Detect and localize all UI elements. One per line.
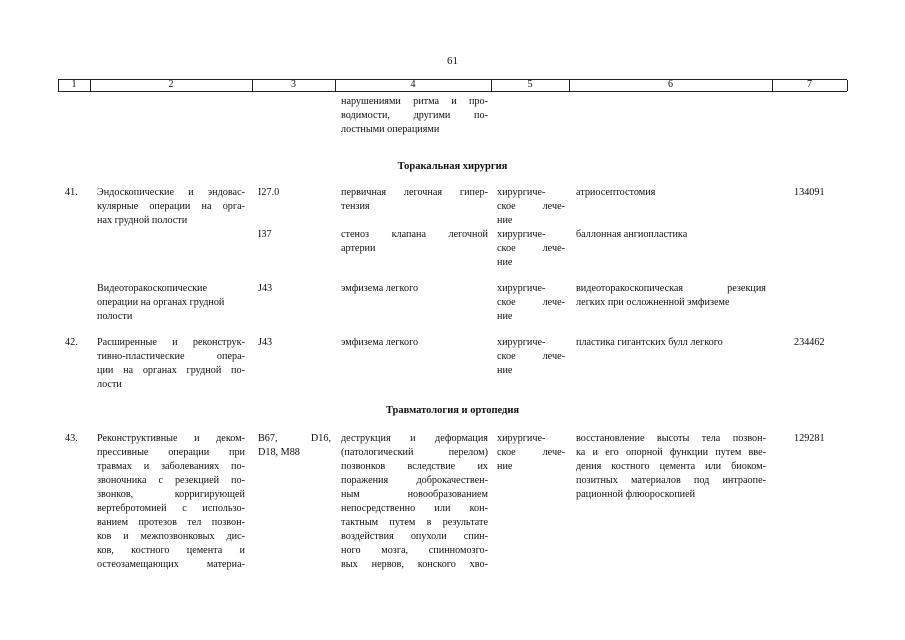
text-line: атриосептостомия <box>576 187 656 198</box>
row-number: 42. <box>65 337 78 348</box>
page-number: 61 <box>447 55 458 67</box>
header-col-4: 4 <box>410 79 416 90</box>
text-line: тактным путем в результате <box>341 517 488 528</box>
row-number: 41. <box>65 187 78 198</box>
text-line: ское лече- <box>497 351 565 362</box>
text-line: нарушениями ритма и про- <box>341 96 488 107</box>
text-line: звонков, корригирующей <box>97 489 245 500</box>
diagnosis-code: J43 <box>258 337 273 348</box>
header-col-5: 5 <box>527 79 533 90</box>
text-line: ние <box>497 215 513 226</box>
price-value: 234462 <box>794 337 825 348</box>
text-line: ков и межпозвонковых дис- <box>97 531 245 542</box>
text-line: лостными операциями <box>341 124 440 135</box>
text-line: пластика гигантских булл легкого <box>576 337 723 348</box>
diagnosis-code: B67, D16, <box>258 433 331 444</box>
text-line: ское лече- <box>497 297 565 308</box>
text-line: Видеоторакоскопические <box>97 283 208 294</box>
text-line: видеоторакоскопическая резекция <box>576 283 766 294</box>
text-line: поражения доброкачествен- <box>341 475 488 486</box>
text-line: Расширенные и реконструк- <box>97 337 245 348</box>
text-line: баллонная ангиопластика <box>576 229 688 240</box>
text-line: непосредственно или кон- <box>341 503 488 514</box>
text-line: эмфизема легкого <box>341 283 419 294</box>
text-line: дения костного цемента или биоком- <box>576 461 766 472</box>
header-col-3: 3 <box>291 79 296 90</box>
text-line: полости <box>97 311 133 322</box>
text-line: ным новообразованием <box>341 489 488 500</box>
text-line: ванием протезов тел позвон- <box>97 517 245 528</box>
text-line: Эндоскопические и эндоваc- <box>97 187 245 198</box>
header-col-2: 2 <box>168 79 174 90</box>
text-line: вых нервов, конского хво- <box>341 559 488 570</box>
row-number: 43. <box>65 433 78 444</box>
text-line: деструкция и деформация <box>341 433 488 444</box>
text-line: прессивные операции при <box>97 447 245 458</box>
text-line: позвонков вследствие их <box>341 461 488 472</box>
header-divider <box>847 80 848 91</box>
diagnosis-code: D18, M88 <box>258 447 300 458</box>
text-line: водимости, другими по- <box>341 110 488 121</box>
header-col-7: 7 <box>807 79 812 90</box>
text-line: лости <box>97 379 122 390</box>
section-heading-trauma: Травматология и ортопедия <box>385 405 520 416</box>
section-heading-thoracic: Торакальная хирургия <box>397 161 508 172</box>
text-line: Реконструктивные и деком- <box>97 433 245 444</box>
diagnosis-code: J43 <box>258 283 273 294</box>
text-line: ское лече- <box>497 243 565 254</box>
text-line: легких при осложненной эмфиземе <box>576 297 730 308</box>
header-bottom-rule <box>58 91 847 92</box>
text-line: стеноз клапана легочной <box>341 229 488 240</box>
diagnosis-code: I27.0 <box>258 187 280 198</box>
text-line: хирургиче- <box>497 433 546 444</box>
text-line: вертебротомией с использо- <box>97 503 245 514</box>
text-line: ние <box>497 311 513 322</box>
price-value: 129281 <box>794 433 825 444</box>
text-line: ское лече- <box>497 447 565 458</box>
text-line: хирургиче- <box>497 337 546 348</box>
text-line: первичная легочная гипер- <box>341 187 488 198</box>
text-line: ного мозга, спинномозго- <box>341 545 488 556</box>
diagnosis-code: I37 <box>258 229 272 240</box>
text-line: ние <box>497 461 513 472</box>
text-line: позитных материалов под интраопе- <box>576 475 766 486</box>
text-line: (патологический перелом) <box>341 447 488 458</box>
text-line: ние <box>497 257 513 268</box>
header-col-1: 1 <box>71 79 77 90</box>
text-line: нах грудной полости <box>97 215 188 226</box>
text-line: операции на органах грудной <box>97 297 225 308</box>
text-line: хирургиче- <box>497 283 546 294</box>
text-line: хирургиче- <box>497 187 546 198</box>
text-line: рационной флюороскопией <box>576 489 696 500</box>
price-value: 134091 <box>794 187 825 198</box>
header-col-6: 6 <box>668 79 673 90</box>
text-line: ское лече- <box>497 201 565 212</box>
text-line: кулярные операции на орга- <box>97 201 245 212</box>
text-line: восстановление высоты тела позвон- <box>576 433 766 444</box>
text-line: остеозамещающих материа- <box>97 559 245 570</box>
text-line: тивно-пластические опера- <box>97 351 245 362</box>
text-line: звоночника с резекцией по- <box>97 475 245 486</box>
text-line: ции на органах грудной по- <box>97 365 245 376</box>
text-line: тензия <box>341 201 370 212</box>
text-line: ков, костного цемента и <box>97 545 245 556</box>
text-line: воздействия опухоли спин- <box>341 531 488 542</box>
text-line: травмах и заболеваниях по- <box>97 461 245 472</box>
text-line: ние <box>497 365 513 376</box>
text-line: артерии <box>341 243 376 254</box>
text-line: хирургиче- <box>497 229 546 240</box>
text-line: эмфизема легкого <box>341 337 419 348</box>
text-line: ка и его опорной функции путем вве- <box>576 447 766 458</box>
